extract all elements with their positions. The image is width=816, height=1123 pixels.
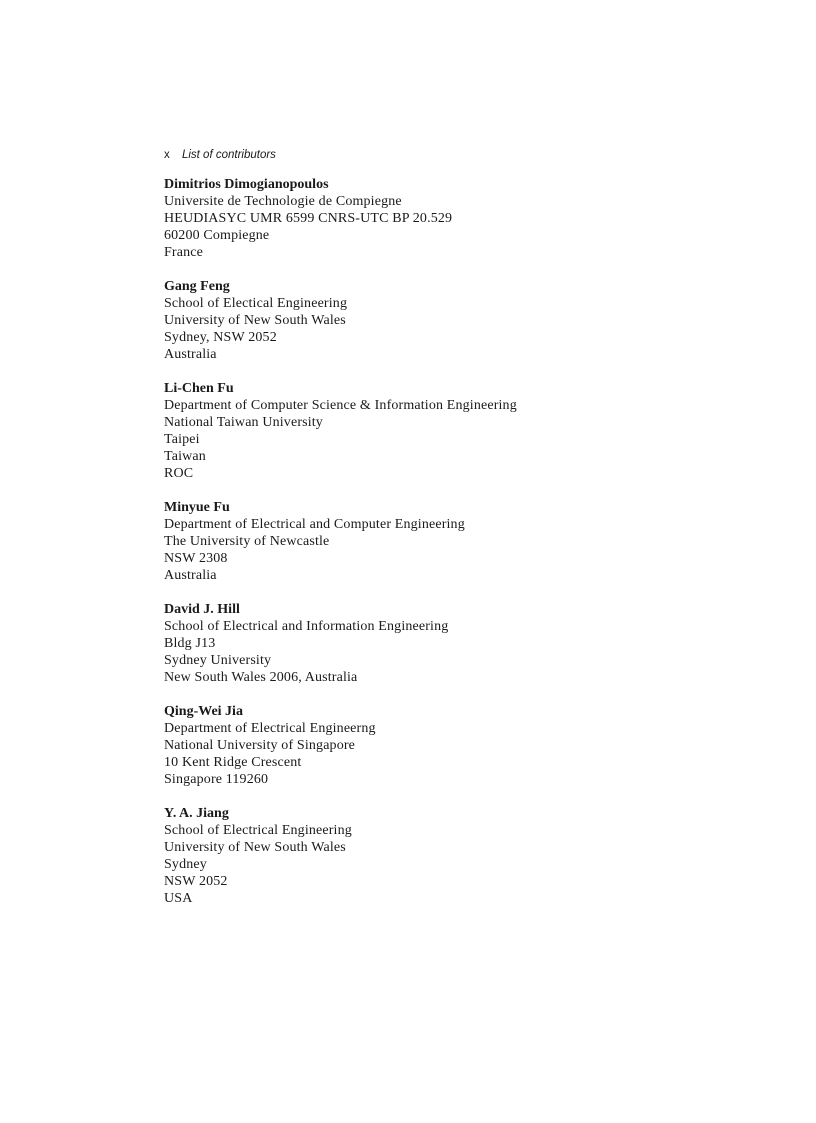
affiliation-line: School of Electrical and Information Engineering: [164, 619, 449, 634]
contributor-name: Li-Chen Fu: [164, 381, 234, 396]
affiliation-line: NSW 2052: [164, 874, 228, 889]
affiliation-line: Taiwan: [164, 449, 206, 464]
contributor-entry: [164, 380, 784, 482]
affiliation-line: National Taiwan University: [164, 415, 323, 430]
contributor-list: [164, 176, 784, 907]
affiliation-line: Australia: [164, 347, 217, 362]
affiliation-line: Universite de Technologie de Compiegne: [164, 194, 402, 209]
contributor-name: Dimitrios Dimogianopoulos: [164, 177, 329, 192]
page-number: x: [164, 149, 170, 161]
affiliation-line: Bldg J13: [164, 636, 216, 651]
affiliation-line: USA: [164, 891, 193, 906]
affiliation-line: School of Electical Engineering: [164, 296, 348, 311]
affiliation-line: School of Electrical Engineering: [164, 823, 352, 838]
affiliation-line: Singapore 119260: [164, 772, 269, 787]
affiliation-line: HEUDIASYC UMR 6599 CNRS-UTC BP 20.529: [164, 211, 453, 226]
affiliation-line: The University of Newcastle: [164, 534, 330, 549]
contributor-name: Y. A. Jiang: [164, 806, 229, 821]
affiliation-line: Department of Electrical Engineerng: [164, 721, 376, 736]
affiliation-line: ROC: [164, 466, 194, 481]
contributor-entry: [164, 703, 784, 788]
affiliation-line: University of New South Wales: [164, 840, 346, 855]
contributor-entry: [164, 805, 784, 907]
contributor-entry: [164, 176, 784, 261]
contributor-name: Qing-Wei Jia: [164, 704, 243, 719]
affiliation-line: Australia: [164, 568, 217, 583]
section-title: List of contributors: [181, 149, 276, 161]
affiliation-line: Sydney: [164, 857, 207, 872]
affiliation-line: Department of Computer Science & Information Engineering: [164, 398, 517, 413]
affiliation-line: France: [164, 245, 203, 260]
contributor-name: David J. Hill: [164, 602, 240, 617]
page-content: [164, 146, 784, 924]
contributor-name: Gang Feng: [164, 279, 230, 294]
contributor-name: Minyue Fu: [164, 500, 230, 515]
affiliation-line: Taipei: [164, 432, 200, 447]
affiliation-line: National University of Singapore: [164, 738, 356, 753]
affiliation-line: Sydney, NSW 2052: [164, 330, 277, 345]
running-head: [164, 146, 784, 164]
affiliation-line: Department of Electrical and Computer Engineering: [164, 517, 465, 532]
affiliation-line: NSW 2308: [164, 551, 228, 566]
affiliation-line: 60200 Compiegne: [164, 228, 270, 243]
affiliation-line: 10 Kent Ridge Crescent: [164, 755, 302, 770]
contributor-entry: [164, 601, 784, 686]
contributor-entry: [164, 278, 784, 363]
affiliation-line: Sydney University: [164, 653, 272, 668]
affiliation-line: New South Wales 2006, Australia: [164, 670, 358, 685]
contributor-entry: [164, 499, 784, 584]
affiliation-line: University of New South Wales: [164, 313, 346, 328]
